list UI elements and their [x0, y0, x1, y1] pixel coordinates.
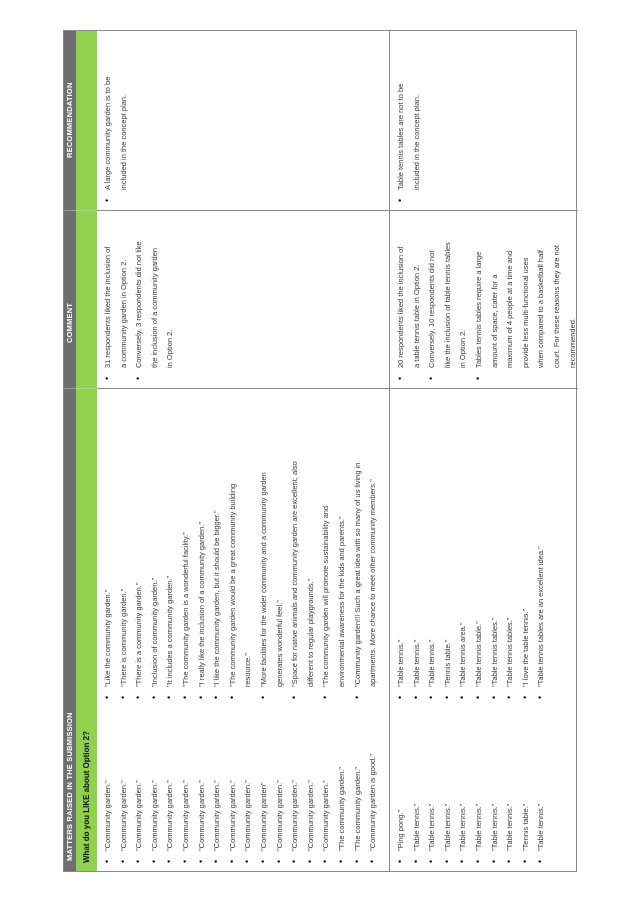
list-item: • "Table tennis tables."	[487, 391, 503, 701]
header-recommendation-cell	[64, 29, 76, 211]
list-item: • "Community garden."	[303, 705, 319, 865]
list-item: • "There is a community garden."	[131, 391, 147, 701]
recommendation-cell	[97, 29, 389, 211]
list-item: • "Community garden."	[272, 705, 288, 865]
comments-list	[393, 212, 580, 382]
list-item: • "Table tennis tables are an excellent idea."	[533, 391, 549, 701]
section-row	[76, 31, 97, 871]
comment-cell	[390, 211, 578, 389]
list-item: • "Table tennis."	[424, 705, 440, 865]
list-item: • "Community garden!!! Such a great idea with so many of us living in apartments. More chance to meet other community members."	[350, 391, 381, 701]
list-item: • "Community garden is good."	[365, 705, 381, 865]
list-item: • "It includes a community garden."	[162, 391, 178, 701]
list-item: • "Table tennis."	[487, 705, 503, 865]
list-item: • "Table tennis."	[455, 705, 471, 865]
list-item: • "The community garden will promote sustainability and environmental awareness for the kids and parents."	[318, 391, 349, 701]
list-item: • "Table tennis."	[424, 391, 440, 701]
comment-cell	[97, 211, 389, 389]
list-item: • "Table tennis table."	[471, 391, 487, 701]
submissions-table	[63, 30, 577, 872]
list-item: • "I like the community garden, but it should be bigger."	[209, 391, 225, 701]
list-item: • "Community garden."	[318, 705, 334, 865]
list-item: • "Space for native animals and community garden are excellent, also different to regular playgrounds."	[287, 391, 318, 701]
header-matters: MATTERS RAISED IN THE SUBMISSION	[65, 712, 74, 861]
list-item: • "Community garden."	[178, 705, 194, 865]
list-item: • "Community garden."	[194, 705, 210, 865]
list-item: • "Table tennis tables."	[502, 391, 518, 701]
long-responses-list	[100, 391, 381, 701]
list-item: • Table tennis tables are not to be included in the concept plan.	[393, 30, 424, 204]
short-responses-list	[100, 705, 381, 865]
short-responses-list	[393, 705, 549, 865]
long-responses-list	[393, 391, 549, 701]
list-item: • "Community garden"	[256, 705, 272, 865]
header-comment: COMMENT	[65, 302, 74, 343]
list-item: • "Table tennis."	[533, 705, 549, 865]
list-item: • "I love the table tennis."	[518, 391, 534, 701]
list-item: • "Table tennis."	[409, 705, 425, 865]
list-item: • Conversely, 3 respondents did not like the inclusion of a community garden in Option 2.	[131, 212, 178, 382]
matters-cell	[97, 389, 389, 871]
list-item: • "The community garden."	[350, 705, 366, 865]
section-title: What do you LIKE about Option 2?	[82, 731, 91, 863]
list-item: • "Table tennis."	[502, 705, 518, 865]
list-item: • "Inclusion of community garden."	[147, 391, 163, 701]
list-item: • "Community garden."	[209, 705, 225, 865]
list-item: • "Tennis table."	[518, 705, 534, 865]
section-empty-cell	[76, 29, 97, 211]
header-matters-cell	[64, 389, 76, 871]
list-item: • A large community garden is to be included in the concept plan.	[100, 30, 131, 204]
list-item: • "Tennis table."	[440, 391, 456, 701]
list-item: • "Table tennis."	[440, 705, 456, 865]
list-item: • 20 respondents liked the inclusion of a table tennis table in Option 2.	[393, 212, 424, 382]
list-item: • "More facilities for the wider community and a community garden generates wonderful feel."	[256, 391, 287, 701]
list-item: • "The community garden is a wonderful facility."	[178, 391, 194, 701]
list-item: • "Community garden."	[131, 705, 147, 865]
list-item: • "Community garden."	[100, 705, 116, 865]
list-item: • "Table tennis area."	[455, 391, 471, 701]
list-item: • 31 respondents liked the inclusion of a community garden in Option 2.	[100, 212, 131, 382]
section-title-cell	[76, 389, 97, 871]
recommendations-list	[393, 30, 424, 204]
table-row-community-garden	[97, 31, 390, 871]
list-item: • "Community garden."	[147, 705, 163, 865]
list-item: • "Community garden."	[162, 705, 178, 865]
header-comment-cell	[64, 211, 76, 389]
list-item: • "I really like the inclusion of a community garden."	[194, 391, 210, 701]
list-item: • "The community garden would be a great community building resource."	[225, 391, 256, 701]
table-row-table-tennis	[390, 31, 578, 871]
list-item: • Conversely, 10 respondents did not like the inclusion of table tennis tables in Option 2.	[424, 212, 471, 382]
list-item: • "Table tennis."	[409, 391, 425, 701]
list-item: • "Community garden."	[116, 705, 132, 865]
list-item: • "Table tennis."	[393, 391, 409, 701]
recommendations-list	[100, 30, 131, 204]
header-recommendation: RECOMMENDATION	[65, 82, 74, 158]
list-item: • "Community garden."	[240, 705, 256, 865]
list-item: • "Community garden."	[287, 705, 303, 865]
matters-cell	[390, 389, 578, 871]
list-item: • "Ping pong."	[393, 705, 409, 865]
table-header-row	[64, 31, 76, 871]
list-item: • "Like the community garden."	[100, 391, 116, 701]
list-item: • "Table tennis."	[471, 705, 487, 865]
section-empty-cell	[76, 211, 97, 389]
comments-list	[100, 212, 178, 382]
list-item: • "Community garden."	[225, 705, 241, 865]
recommendation-cell	[390, 29, 578, 211]
list-item: • "The community garden."	[334, 705, 350, 865]
list-item: • "There is community garden."	[116, 391, 132, 701]
list-item: • Tables tennis tables require a large amount of space, cater for a maximum of 4 people at a time and provide less multi-functional uses when compared to a basketball half court. For these reasons they are not recommended.	[471, 212, 580, 382]
